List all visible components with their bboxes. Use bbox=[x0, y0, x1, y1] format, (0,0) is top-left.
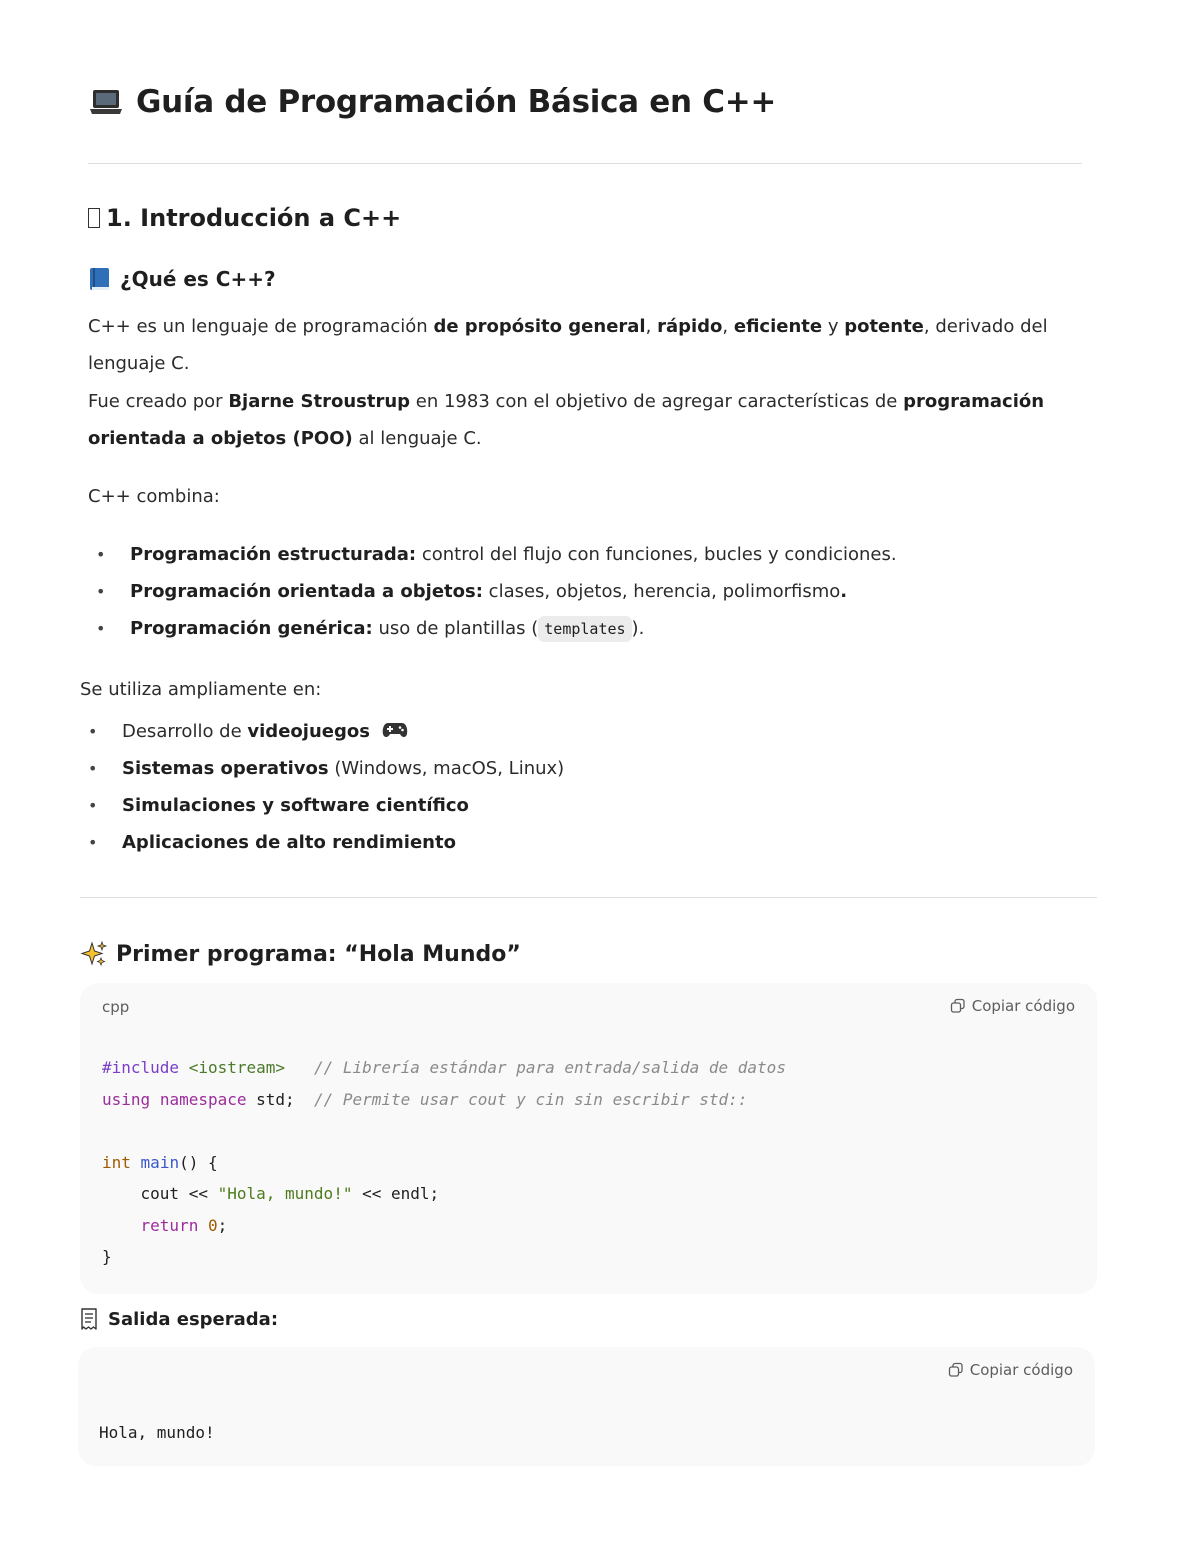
code-token-endl: << endl; bbox=[352, 1184, 440, 1203]
p1-bold-eficiente: eficiente bbox=[733, 316, 823, 337]
p1-text-a: C++ es un lenguaje de programación bbox=[88, 316, 434, 337]
p1-bold-general: de propósito general bbox=[433, 316, 646, 337]
list-item-text: control del flujo con funciones, bucles y condiciones. bbox=[416, 544, 897, 565]
list-item bbox=[80, 713, 564, 750]
copy-code-button[interactable] bbox=[950, 997, 1075, 1015]
uses-label: Se utiliza ampliamente en: bbox=[80, 679, 322, 700]
code-token-include: #include bbox=[102, 1058, 180, 1077]
code-content bbox=[102, 1052, 786, 1273]
list-item-text: uso de plantillas ( bbox=[372, 618, 539, 639]
receipt-icon bbox=[78, 1307, 100, 1331]
code-comment: // Permite usar cout y cin sin escribir std:: bbox=[313, 1089, 748, 1109]
list-item-bold: Sistemas operativos bbox=[122, 758, 329, 779]
p2-text-d: al lenguaje C. bbox=[352, 428, 482, 449]
list-item bbox=[88, 610, 897, 647]
list-item-bold: Aplicaciones de alto rendimiento bbox=[122, 832, 456, 853]
list-item-bold: Programación genérica: bbox=[130, 618, 373, 639]
code-token-close-brace: } bbox=[102, 1247, 112, 1266]
code-token-string: "Hola, mundo!" bbox=[217, 1184, 353, 1203]
list-item-text: Desarrollo de bbox=[122, 721, 248, 742]
p1-text-f: , derivado del lenguaje C. bbox=[88, 316, 1048, 374]
page-title bbox=[88, 84, 776, 120]
p2-text-c: en 1983 con el objetivo de agregar características de bbox=[410, 391, 904, 412]
copy-icon bbox=[948, 1362, 964, 1378]
divider-top bbox=[88, 163, 1082, 164]
section-heading bbox=[88, 204, 401, 232]
code-token-return: return bbox=[140, 1215, 199, 1235]
laptop-icon bbox=[88, 87, 124, 117]
code-language-label: cpp bbox=[102, 998, 130, 1016]
clipped-content bbox=[88, 662, 288, 670]
list-item bbox=[80, 824, 564, 861]
code-token-std: std; bbox=[256, 1089, 295, 1109]
code-token-int: int bbox=[102, 1152, 131, 1172]
game-controller-icon bbox=[382, 721, 408, 739]
list-item-text: clases, objetos, herencia, polimorfismo bbox=[482, 581, 841, 602]
hello-heading-text: Primer programa: “Hola Mundo” bbox=[116, 941, 521, 967]
list-item bbox=[88, 536, 897, 573]
subheading-text: ¿Qué es C++? bbox=[120, 267, 276, 291]
hello-heading bbox=[80, 940, 521, 968]
uses-list bbox=[80, 713, 564, 861]
p1-text-d: , bbox=[722, 316, 734, 337]
list-item bbox=[80, 750, 564, 787]
p1-text-e: y bbox=[822, 316, 845, 337]
code-comment: // Librería estándar para entrada/salida de datos bbox=[313, 1058, 786, 1077]
p1-text-c: , bbox=[645, 316, 658, 337]
code-token-namespace: namespace bbox=[159, 1089, 247, 1109]
list-item-bold: Simulaciones y software científico bbox=[122, 795, 469, 816]
page-title-text: Guía de Programación Básica en C++ bbox=[136, 84, 777, 120]
list-item-tail: ). bbox=[631, 618, 645, 639]
missing-glyph-icon bbox=[88, 208, 100, 228]
list-item-tail: . bbox=[840, 581, 848, 602]
code-token-brace: () { bbox=[179, 1152, 218, 1172]
combina-list bbox=[88, 536, 897, 647]
list-item-text: (Windows, macOS, Linux) bbox=[328, 758, 565, 779]
subheading bbox=[88, 266, 276, 292]
p2-bold-author: Bjarne Stroustrup bbox=[228, 391, 411, 412]
history-paragraph bbox=[88, 383, 1058, 457]
output-heading-text: Salida esperada: bbox=[108, 1308, 279, 1330]
list-item-bold: Programación orientada a objetos: bbox=[130, 581, 483, 602]
code-token-cout: cout << bbox=[140, 1184, 218, 1203]
output-heading bbox=[78, 1307, 278, 1331]
p2-bold-poo: programación orientada a objetos (POO) bbox=[88, 391, 1045, 449]
output-content: Hola, mundo! bbox=[99, 1423, 215, 1442]
output-block bbox=[78, 1347, 1095, 1466]
p1-bold-potente: potente bbox=[844, 316, 924, 337]
copy-icon bbox=[950, 998, 966, 1014]
intro-paragraph bbox=[88, 308, 1058, 382]
list-item-bold: videojuegos bbox=[247, 721, 370, 742]
code-block bbox=[80, 983, 1097, 1294]
list-item bbox=[88, 573, 897, 610]
section-heading-text: 1. Introducción a C++ bbox=[106, 204, 402, 232]
code-token-main: main bbox=[140, 1152, 180, 1172]
copy-output-label: Copiar código bbox=[969, 1361, 1073, 1379]
inline-code: templates bbox=[538, 616, 631, 642]
list-item bbox=[80, 787, 564, 824]
code-token-semicolon: ; bbox=[217, 1215, 228, 1235]
combina-label: C++ combina: bbox=[88, 486, 220, 507]
code-token-number: 0 bbox=[207, 1215, 218, 1235]
copy-output-button[interactable] bbox=[948, 1361, 1073, 1379]
blue-book-icon bbox=[88, 266, 112, 292]
code-token-using: using bbox=[102, 1089, 151, 1109]
list-item-bold: Programación estructurada: bbox=[130, 544, 417, 565]
sparkles-icon bbox=[80, 940, 108, 968]
copy-code-label: Copiar código bbox=[971, 997, 1075, 1015]
divider-middle bbox=[80, 897, 1097, 898]
p2-text-a: Fue creado por bbox=[88, 391, 229, 412]
code-token-header: <iostream> bbox=[188, 1058, 286, 1077]
p1-bold-rapido: rápido bbox=[657, 316, 723, 337]
